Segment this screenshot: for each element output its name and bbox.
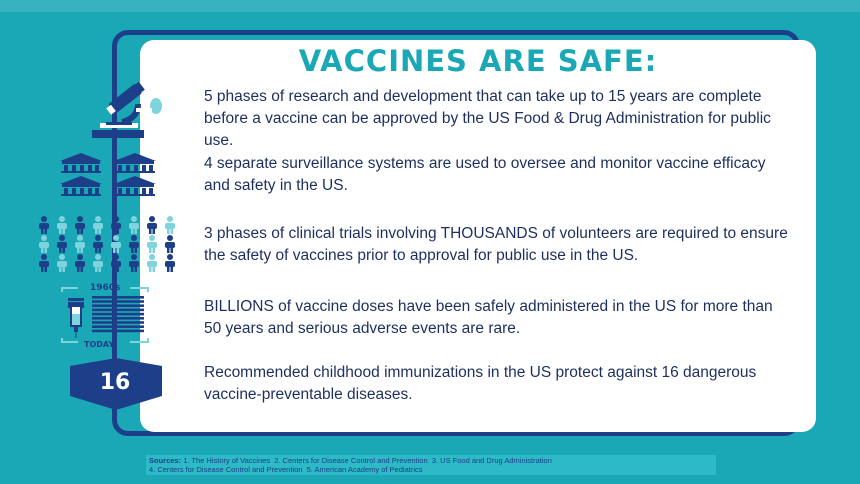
timeline-end-label: TODAY [84, 340, 115, 349]
top-band [0, 0, 860, 12]
person-icon [147, 254, 157, 272]
person-icon [39, 254, 49, 272]
person-icon [75, 235, 85, 253]
dose-bar [92, 313, 144, 316]
page-title: VACCINES ARE SAFE: [298, 44, 658, 78]
fact-research-phases: 5 phases of research and development that can take up to 15 years are complete before a vaccine can be approved by the US Food & Drug Administration for public use. [204, 88, 771, 149]
fact-surveillance-systems: 4 separate surveillance systems are used to oversee and monitor vaccine efficacy and safety in the US. [204, 155, 766, 194]
microscope-icon [86, 80, 166, 142]
dose-bar [92, 304, 144, 307]
person-icon [165, 254, 175, 272]
surveillance-buildings-icon [58, 152, 158, 198]
person-icon [165, 216, 175, 234]
person-icon [57, 254, 67, 272]
sources-label: Sources: [149, 456, 182, 465]
dose-bar [92, 309, 144, 312]
person-icon [39, 235, 49, 253]
dose-bar [92, 325, 144, 328]
source-item: 5. American Academy of Pediatrics [306, 465, 423, 474]
person-icon [93, 235, 103, 253]
person-icon [111, 254, 121, 272]
dose-bar [92, 296, 144, 299]
person-icon [75, 254, 85, 272]
volunteers-people-icon [36, 214, 184, 272]
source-item: 3. US Food and Drug Administration [431, 456, 552, 465]
timeline-start-label: 1960s [90, 283, 121, 293]
person-icon [165, 235, 175, 253]
dose-bar [92, 321, 144, 324]
dose-bar [92, 330, 144, 333]
fact-clinical-trials: 3 phases of clinical trials involving THOUSANDS of volunteers are required to ensure the safety of vaccines prior to approval for public use in the US. [204, 225, 788, 264]
person-icon [147, 216, 157, 234]
fact-vaccine-doses: BILLIONS of vaccine doses have been safely administered in the US for more than 50 years and serious adverse events are rare. [204, 298, 773, 337]
person-icon [93, 216, 103, 234]
person-icon [57, 235, 67, 253]
source-item: 2. Centers for Disease Control and Prevention [274, 456, 428, 465]
person-icon [93, 254, 103, 272]
person-icon [39, 216, 49, 234]
person-icon [129, 254, 139, 272]
source-item: 1. The History of Vaccines [183, 456, 271, 465]
shield-number: 16 [99, 370, 131, 395]
dose-bar [92, 317, 144, 320]
person-icon [111, 216, 121, 234]
person-icon [75, 216, 85, 234]
sources-footer [146, 455, 716, 475]
person-icon [129, 235, 139, 253]
source-item: 4. Centers for Disease Control and Prevention [149, 465, 303, 474]
fact-childhood-immunizations: Recommended childhood immunizations in the US protect against 16 dangerous vaccine-preventable diseases. [204, 364, 757, 403]
dose-bar [92, 300, 144, 303]
person-icon [57, 216, 67, 234]
person-icon [111, 235, 121, 253]
person-icon [147, 235, 157, 253]
person-icon [129, 216, 139, 234]
